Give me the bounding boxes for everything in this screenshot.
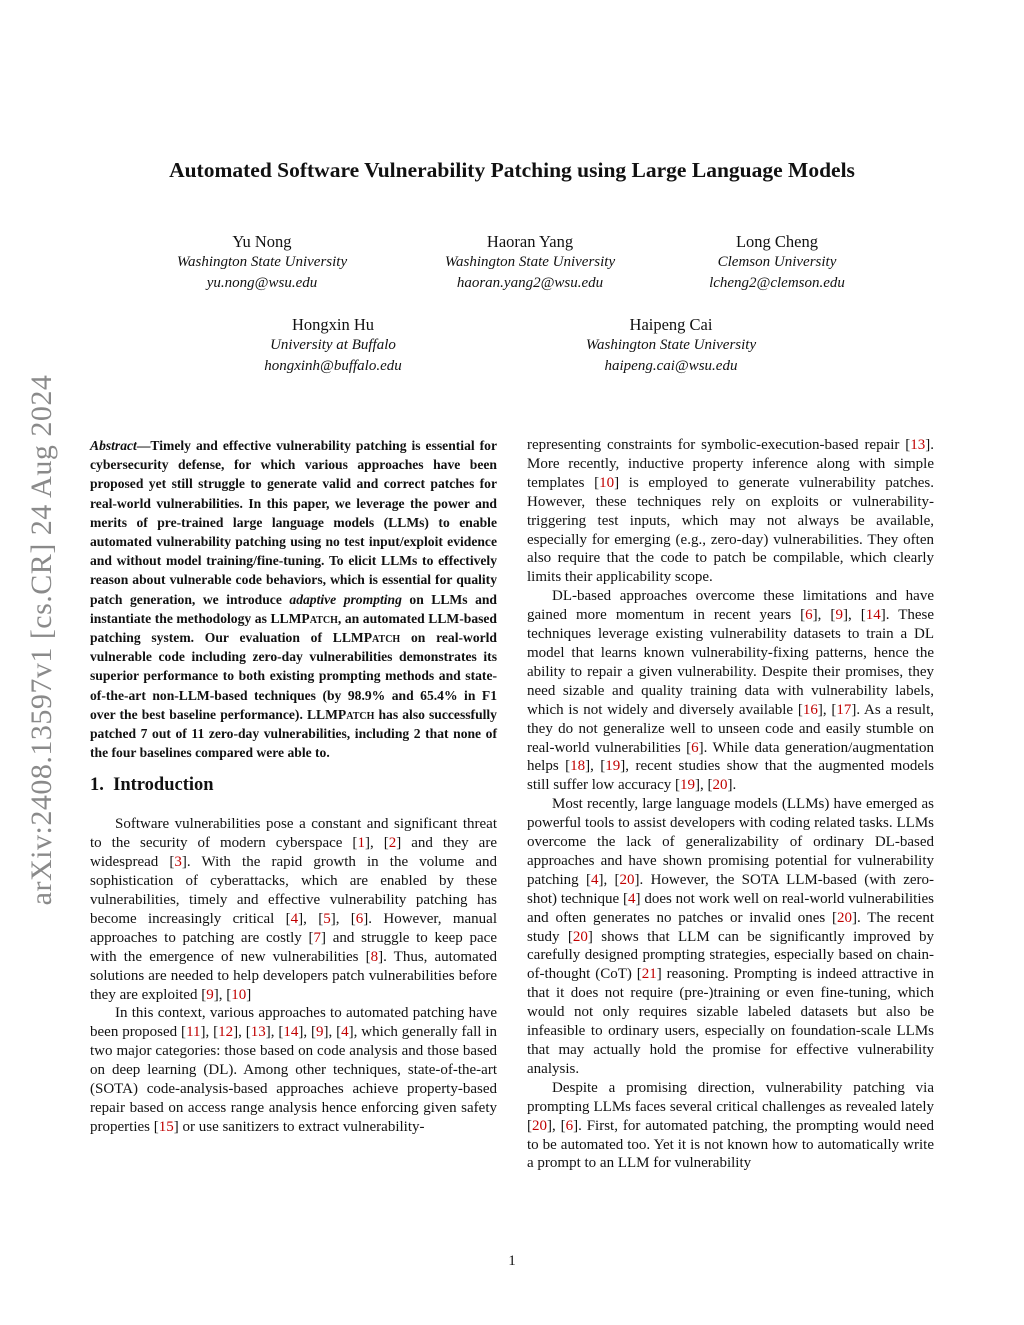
section-title: Introduction — [113, 775, 214, 796]
citation-link[interactable]: 21 — [641, 966, 657, 983]
citation-link[interactable]: 6 — [805, 607, 813, 624]
left-column — [90, 436, 497, 1137]
author-block-4 — [193, 314, 473, 377]
abstract-label: Abstract — [90, 438, 137, 453]
citation-link[interactable]: 6 — [355, 910, 364, 927]
intro-paragraph-1: Software vulnerabilities pose a constant and significant threat to the security of modern cyberspace [1], [2] and they are widespread [3]. With the rapid growth in the volume and sophistication of cyberattacks, which are enabled by these vulnerabilities, timely and effective vulnerability patching has become increasingly critical [4], [5], [6]. However, manual approaches to patching are costly [7] and struggle to keep pace with the emergence of new vulnerabilities [8]. Thus, automated solutions are needed to help developers patch vulnerabilities before they are exploited [9], [10] — [90, 816, 498, 1003]
citation-link[interactable]: 20 — [712, 777, 728, 794]
citation-link[interactable]: 14 — [283, 1024, 299, 1041]
author-affiliation: University at Buffalo — [270, 337, 396, 353]
author-email: haipeng.cai@wsu.edu — [604, 358, 738, 374]
citation-link[interactable]: 1 — [357, 835, 365, 852]
citation-link[interactable]: 9 — [206, 986, 214, 1003]
citation-link[interactable]: 2 — [388, 835, 397, 852]
intro-paragraph-4: Most recently, large language models (LLMs) have emerged as powerful tools to assist developers with coding related tasks. LLMs overcome the lack of generalizability of ordinary DL-based approaches and have shown promising potential for vulnerability patching [4], [20]. However, the SOTA LLM-based (with zero-shot) technique [4] does not work well on real-world vulnerabilities and often generates no patches or invalid ones [20]. The recent study [20] shows that LLM can be significantly improved by carefully designed prompting strategies, especially based on chain-of-thought (CoT) [21] reasoning. Prompting is indeed attractive in that it does not require (pre-)training or even fine-tuning, which would not only requires sizable labeled datasets but also be infeasible to ordinary users, especially on foundation-scale LLMs that may actually hold the promise for effective vulnerability analysis. — [527, 796, 935, 1077]
citation-link[interactable]: 14 — [865, 607, 881, 624]
abstract-emphasis: adaptive prompting — [289, 591, 402, 607]
abstract-text-2: on LLMs and instantiate the methodology as — [90, 591, 497, 626]
intro-paragraph-5: Despite a promising direction, vulnerability patching via prompting LLMs faces several critical challenges as revealed lately [20], [6]. First, for automated patching, the prompting would need to be automated too. Yet it is not known how to automatically write a prompt to an LLM for vulnerability — [527, 1079, 934, 1172]
citation-link[interactable]: 4 — [290, 910, 299, 927]
intro-paragraph-3: DL-based approaches overcome these limitations and have gained more momentum in recent years [6], [9], [14]. These techniques leverage existing vulnerability datasets to train a DL model that learns known vulnerability-fixing patterns, hence the ability to repair a given vulnerability. Despite their promises, they need sizable and quality training data with vulnerability labels, which is not widely and diversely available [16], [17]. As a result, they do not generalize well to unseen code and easily stumble on real-world vulnerabilities [6]. While data generation/augmentation helps [18], [19], recent studies show that the augmented models still suffer low accuracy [19], [20]. — [527, 588, 935, 794]
citation-link[interactable]: 20 — [619, 871, 635, 888]
citation-link[interactable]: 6 — [691, 739, 699, 756]
citation-link[interactable]: 10 — [599, 474, 615, 491]
right-column — [527, 436, 934, 1173]
citation-link[interactable]: 3 — [174, 854, 182, 871]
abstract-text-3: , an automated LLM-based patching system. Our evaluation of — [90, 610, 497, 646]
citation-link[interactable]: 20 — [532, 1117, 547, 1134]
author-block-5 — [531, 314, 811, 377]
citation-link[interactable]: 20 — [572, 928, 588, 945]
author-block-3 — [637, 231, 917, 294]
citation-link[interactable]: 13 — [910, 437, 926, 453]
citation-link[interactable]: 8 — [370, 948, 379, 965]
author-email: lcheng2@clemson.edu — [709, 275, 845, 291]
abstract-dash: — — [136, 438, 151, 453]
section-heading — [90, 776, 497, 795]
citation-link[interactable]: 9 — [316, 1024, 324, 1041]
citation-link[interactable]: 10 — [231, 986, 247, 1003]
citation-link[interactable]: 13 — [250, 1024, 266, 1041]
author-block-1 — [122, 231, 402, 294]
author-affiliation: Washington State University — [585, 337, 757, 353]
abstract-text-1: Timely and effective vulnerability patching is essential for cybersecurity defense, for which various approaches have been proposed yet still struggle to generate valid and correct patches for real-world vulnerabilities. In this paper, we leverage the power and merits of pre-trained large language models (LLMs) to enable automated vulnerability patching using no test input/exploit evidence and without model training/fine-tuning. To elicit LLMs to effectively reason about vulnerable code behaviors, which is essential for quality patch generation, we introduce — [90, 438, 497, 607]
arxiv-identifier: arXiv:2408.13597v1 [cs.CR] 24 Aug 2024 — [25, 374, 58, 906]
abstract — [90, 436, 497, 762]
author-name: Long Cheng — [735, 232, 819, 251]
page-number: 1 — [508, 1253, 516, 1269]
author-name: Haoran Yang — [486, 232, 574, 251]
citation-link[interactable]: 4 — [628, 890, 636, 907]
citation-link[interactable]: 4 — [590, 871, 599, 888]
citation-link[interactable]: 19 — [605, 758, 621, 775]
citation-link[interactable]: 9 — [835, 607, 843, 624]
citation-link[interactable]: 4 — [341, 1024, 349, 1041]
citation-link[interactable]: 18 — [570, 758, 586, 775]
abstract-text-4: on real-world vulnerable code including zero-day vulnerabilities demonstrates its superior performance to both existing prompting methods and state-of-the-art non-LLM-based techniques (by 98.9% and 65.4% in F1 over the best baseline performance). — [90, 630, 497, 722]
author-affiliation: Washington State University — [176, 254, 348, 270]
section-number: 1. — [90, 775, 104, 796]
tool-name: LLMPatch — [332, 630, 401, 646]
citation-link[interactable]: 15 — [158, 1118, 174, 1135]
citation-link[interactable]: 20 — [837, 909, 852, 926]
citation-link[interactable]: 11 — [186, 1024, 201, 1041]
author-affiliation: Clemson University — [717, 254, 837, 270]
author-block-2 — [390, 231, 670, 294]
citation-link[interactable]: 17 — [836, 701, 852, 718]
author-email: hongxinh@buffalo.edu — [264, 358, 402, 374]
author-name: Hongxin Hu — [291, 315, 375, 334]
author-name: Yu Nong — [232, 232, 292, 251]
tool-name: LLMPatch — [270, 610, 338, 626]
author-name: Haipeng Cai — [629, 315, 713, 334]
citation-link[interactable]: 5 — [323, 910, 331, 927]
citation-link[interactable]: 19 — [680, 777, 695, 794]
author-email: haoran.yang2@wsu.edu — [456, 275, 604, 291]
author-email: yu.nong@wsu.edu — [206, 275, 318, 291]
paper-title: Automated Software Vulnerability Patching using Large Language Models — [169, 158, 855, 182]
tool-name: LLMPatch — [306, 706, 375, 722]
citation-link[interactable]: 7 — [313, 929, 321, 946]
citation-link[interactable]: 16 — [802, 701, 818, 718]
abstract-text-5: has also successfully patched 7 out of 11 zero-day vulnerabilities, including 2 that none of the four baselines compared were able to. — [90, 706, 497, 761]
intro-paragraph-2: In this context, various approaches to automated patching have been proposed [11], [12], [13], [14], [9], [4], which generally fall in two major categories: those based on code analysis and those based on deep learning (DL). Among other techniques, state-of-the-art (SOTA) code-analysis-based approaches achieve property-based repair based on access range analysis hence enforcing given safety properties [15] or use sanitizers to extract vulnerability- — [90, 1005, 498, 1135]
author-affiliation: Washington State University — [444, 254, 616, 270]
citation-link[interactable]: 12 — [218, 1024, 234, 1041]
citation-link[interactable]: 6 — [565, 1117, 574, 1134]
intro-paragraph-2-continued: representing constraints for symbolic-execution-based repair [13]. More recently, inductive property inference along with simple templates [10] is employed to generate vulnerability patches. However, these techniques rely on exploits or vulnerability-triggering test inputs, which may not always be available, especially for emerging (e.g., zero-day) vulnerabilities. They often also require that the code to patch be compilable, which clearly limits their applicability scope. — [527, 437, 934, 586]
